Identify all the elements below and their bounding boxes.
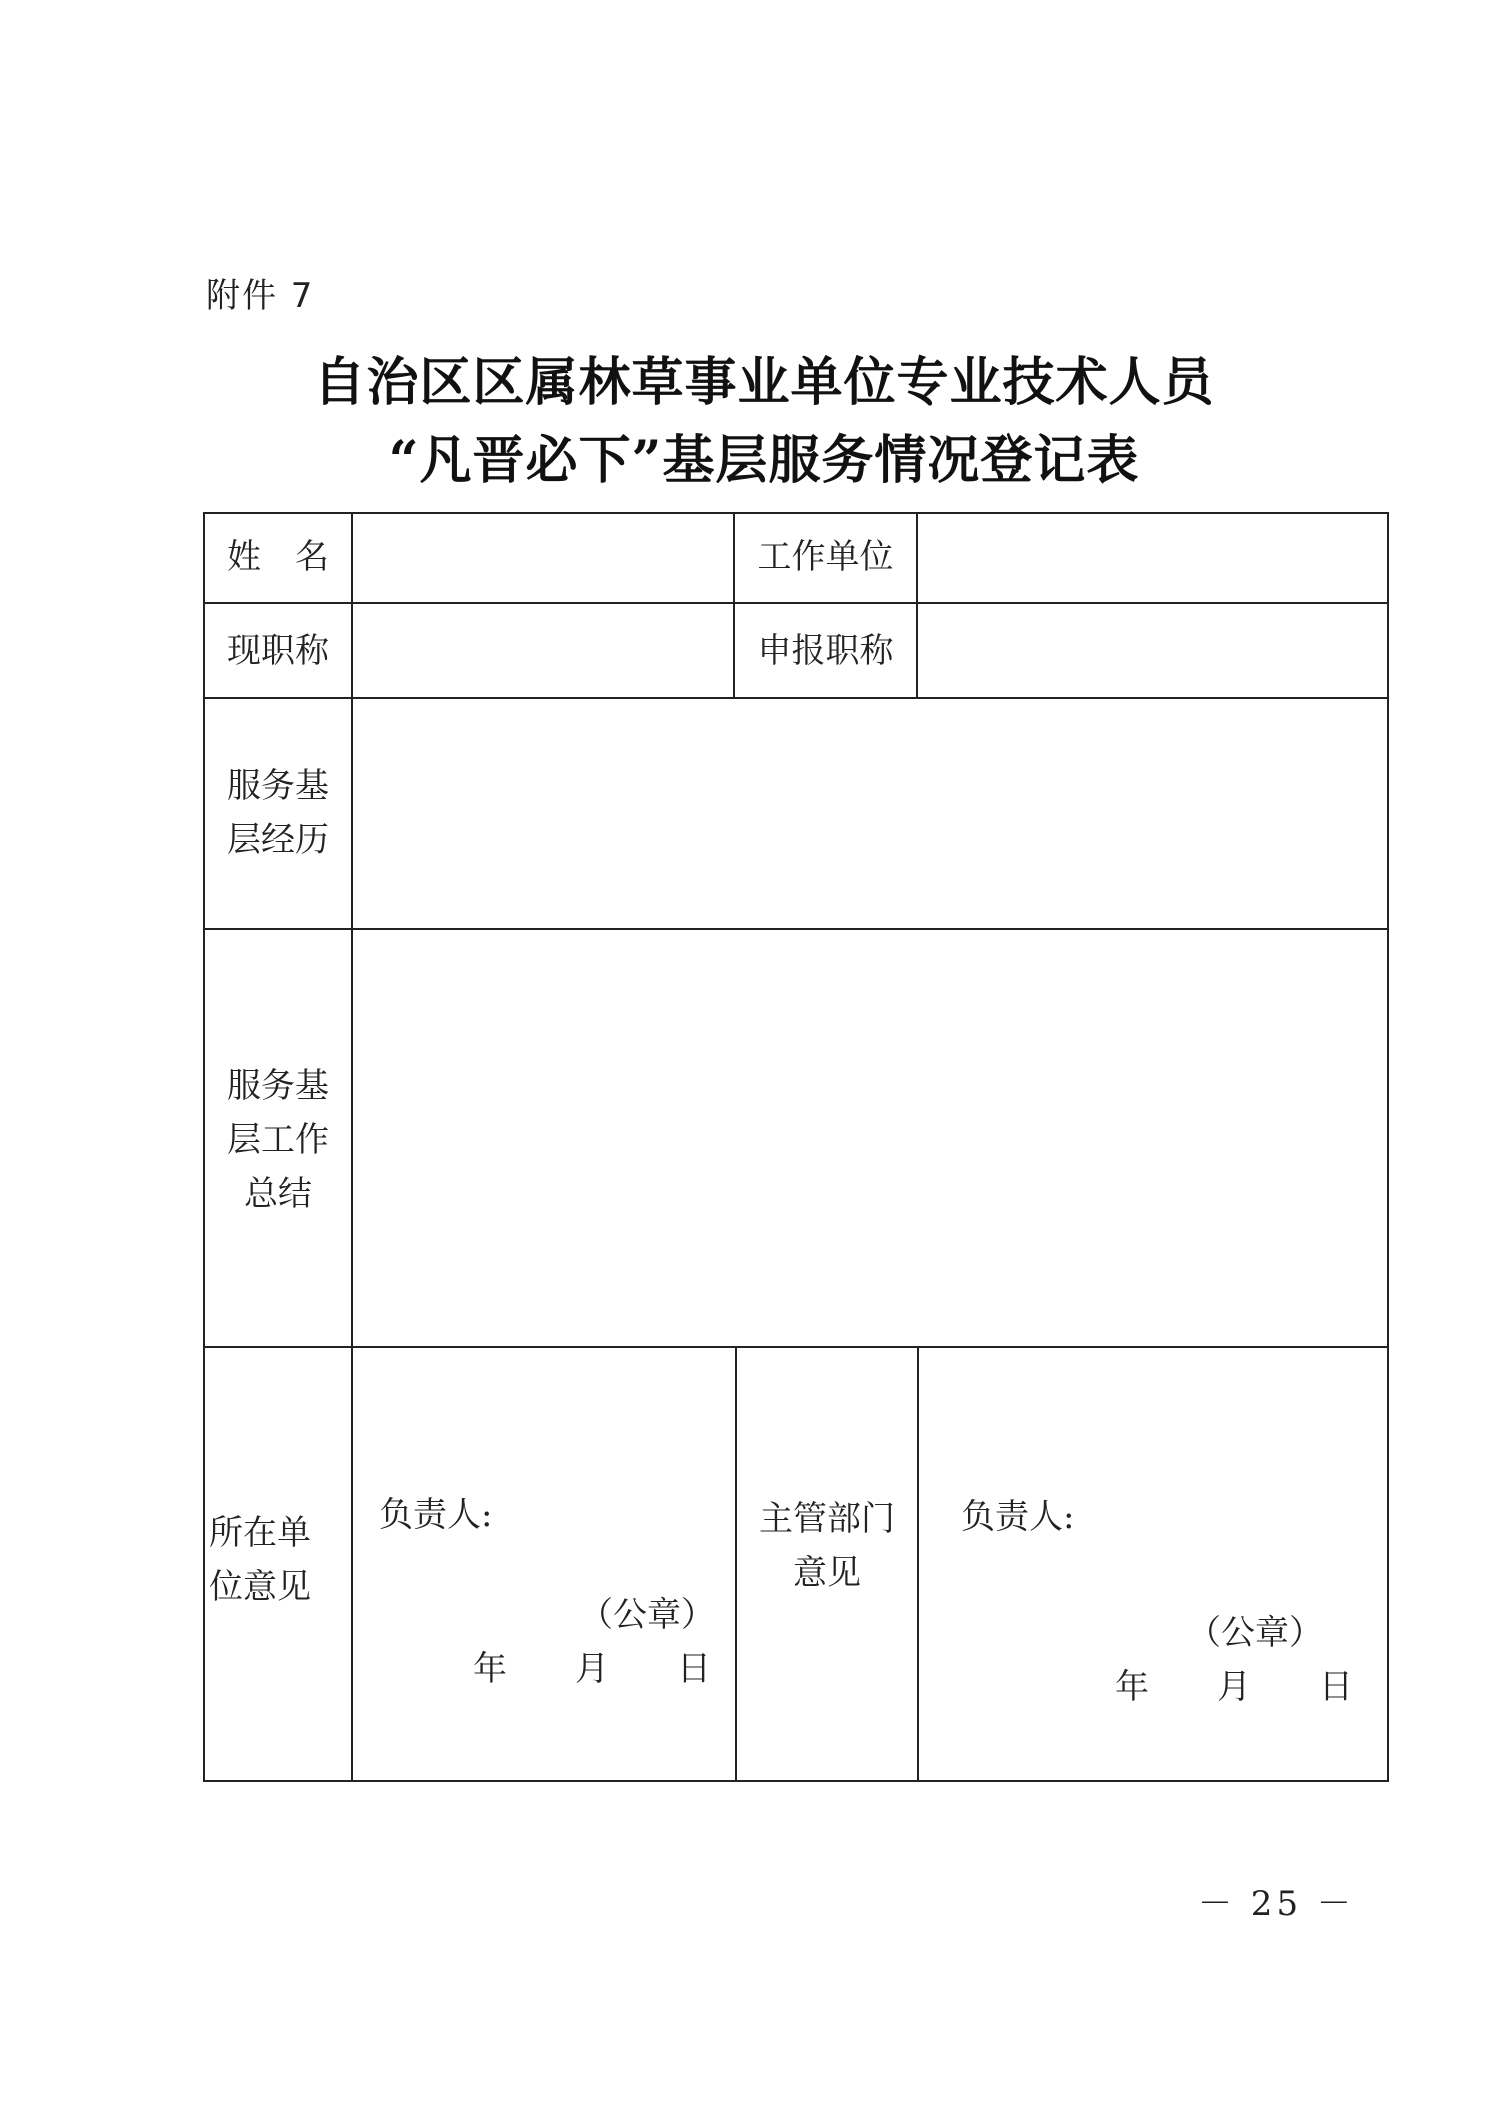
form-title-line-1: 自治区区属林草事业单位专业技术人员 [313,352,1215,413]
applied-title-field[interactable] [918,604,1387,697]
grassroots-summary-field[interactable] [353,930,1387,1346]
grassroots-summary-label-line-1: 服务基 [227,1066,329,1106]
grassroots-summary-label [205,1059,351,1221]
grassroots-summary-label-line-3: 总结 [244,1174,312,1214]
current-title-label: 现职称 [227,631,329,671]
dept-opinion-label-line-1: 主管部门 [759,1499,895,1539]
unit-opinion-label-line-2: 位意见 [209,1567,311,1607]
grassroots-experience-label-line-2: 层经历 [227,820,329,860]
work-unit-field[interactable] [918,514,1387,602]
dept-seal-label: （公章） [1187,1613,1323,1653]
unit-responsible-label: 负责人: [379,1495,493,1535]
work-unit-label: 工作单位 [757,537,894,577]
unit-seal-label: （公章） [579,1595,715,1635]
name-label: 姓 名 [227,537,329,577]
attachment-label: 附件 7 [206,276,315,316]
grassroots-experience-label-line-1: 服务基 [227,766,329,806]
column-divider [917,1346,919,1780]
grassroots-summary-label-line-2: 层工作 [227,1120,329,1160]
row-divider [205,1346,1387,1348]
grassroots-experience-label [205,759,351,867]
current-title-field[interactable] [353,604,733,697]
form-title-line-2: “凡晋必下”基层服务情况登记表 [388,430,1140,491]
unit-date-label: 年 月 日 [473,1649,711,1689]
unit-opinion-label [209,1506,349,1614]
registration-form-table [203,512,1389,1782]
applied-title-label: 申报职称 [757,631,894,671]
unit-opinion-label-line-1: 所在单 [209,1513,311,1553]
dept-opinion-label [737,1492,917,1600]
name-field[interactable] [353,514,733,602]
dept-date-label: 年 月 日 [1115,1667,1353,1707]
dept-responsible-label: 负责人: [961,1497,1075,1537]
dept-opinion-label-line-2: 意见 [793,1553,861,1593]
grassroots-experience-field[interactable] [353,699,1387,928]
page-number: － 25 － [1198,1884,1355,1924]
